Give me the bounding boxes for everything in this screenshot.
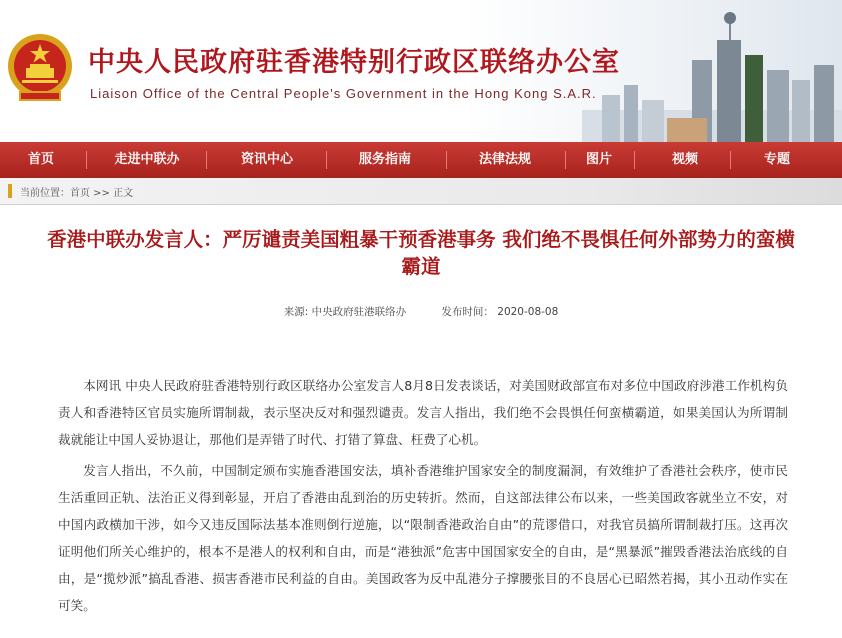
nav-item-topics[interactable]: 专题: [763, 152, 790, 167]
article-meta: [0, 304, 842, 319]
breadcrumb-text: [20, 184, 133, 199]
nav-divider: [86, 151, 87, 169]
article-body: [58, 372, 788, 623]
hong-kong-skyline-image: [582, 0, 842, 142]
nav-item-home[interactable]: 首页: [27, 152, 54, 167]
national-emblem-icon: [6, 30, 74, 104]
nav-divider: [565, 151, 566, 169]
nav-item-photos[interactable]: 图片: [585, 152, 612, 167]
breadcrumb-prefix: 当前位置：: [20, 188, 70, 199]
nav-item-laws[interactable]: 法律法规: [478, 152, 531, 167]
breadcrumb-separator: >>: [90, 188, 114, 199]
nav-divider: [730, 151, 731, 169]
headline-line-2: 霸道: [401, 255, 441, 278]
breadcrumb-current: 正文: [113, 188, 134, 199]
nav-item-about[interactable]: 走进中联办: [114, 152, 180, 167]
article-headline: [0, 226, 842, 280]
breadcrumb: [0, 178, 842, 205]
article-paragraph: 发言人指出，不久前，中国制定颁布实施香港国安法，填补香港维护国家安全的制度漏洞，有效维护了香港社会秩序，使市民生活重回正轨、法治正义得到彰显，开启了香港由乱到治的历史转折。然而，自这部法律公布以来，一些美国政客就坐立不安，对中国内政横加干涉，如今又违反国际法基本准则倒行逆施，以“限制香港政治自由”的荒谬借口，对我官员搞所谓制裁打压。这再次证明他们所关心维护的，根本不是港人的权利和自由，而是“港独派”危害中国国家安全的自由，是“黑暴派”摧毁香港法治底线的自由，是“揽炒派”搞乱香港、损害香港市民利益的自由。美国政客为反中乱港分子撑腰张目的不良居心已昭然若揭，其小丑动作实在可笑。: [58, 463, 788, 613]
nav-divider: [326, 151, 327, 169]
site-title-cn: 中央人民政府驻香港特别行政区联络办公室: [88, 47, 620, 78]
headline-line-1: 香港中联办发言人：严厉谴责美国粗暴干预香港事务 我们绝不畏惧任何外部势力的蛮横: [47, 228, 795, 251]
nav-item-services[interactable]: 服务指南: [358, 152, 411, 167]
nav-item-videos[interactable]: 视频: [671, 152, 698, 167]
nav-divider: [634, 151, 635, 169]
site-title-en: Liaison Office of the Central People's Government in the Hong Kong S.A.R.: [90, 86, 597, 101]
site-header: [0, 0, 842, 142]
breadcrumb-home-link[interactable]: 首页: [70, 188, 90, 199]
nav-divider: [206, 151, 207, 169]
article-date: 发布时间： 2020-08-08: [441, 306, 559, 318]
article-source: 来源: 中央政府驻港联络办: [283, 306, 407, 318]
nav-divider: [446, 151, 447, 169]
breadcrumb-marker: [8, 184, 12, 198]
main-nav: [0, 142, 842, 178]
article-paragraph: 本网讯 中央人民政府驻香港特别行政区联络办公室发言人8月8日发表谈话，对美国财政部宣布对多位中国政府涉港工作机构负责人和香港特区官员实施所谓制裁，表示坚决反对和强烈谴责。发言人指出，我们绝不会畏惧任何蛮横霸道，如果美国认为所谓制裁就能让中国人妥协退让，那他们是弄错了时代、打错了算盘、枉费了心机。: [58, 378, 788, 447]
nav-item-news[interactable]: 资讯中心: [240, 152, 293, 167]
